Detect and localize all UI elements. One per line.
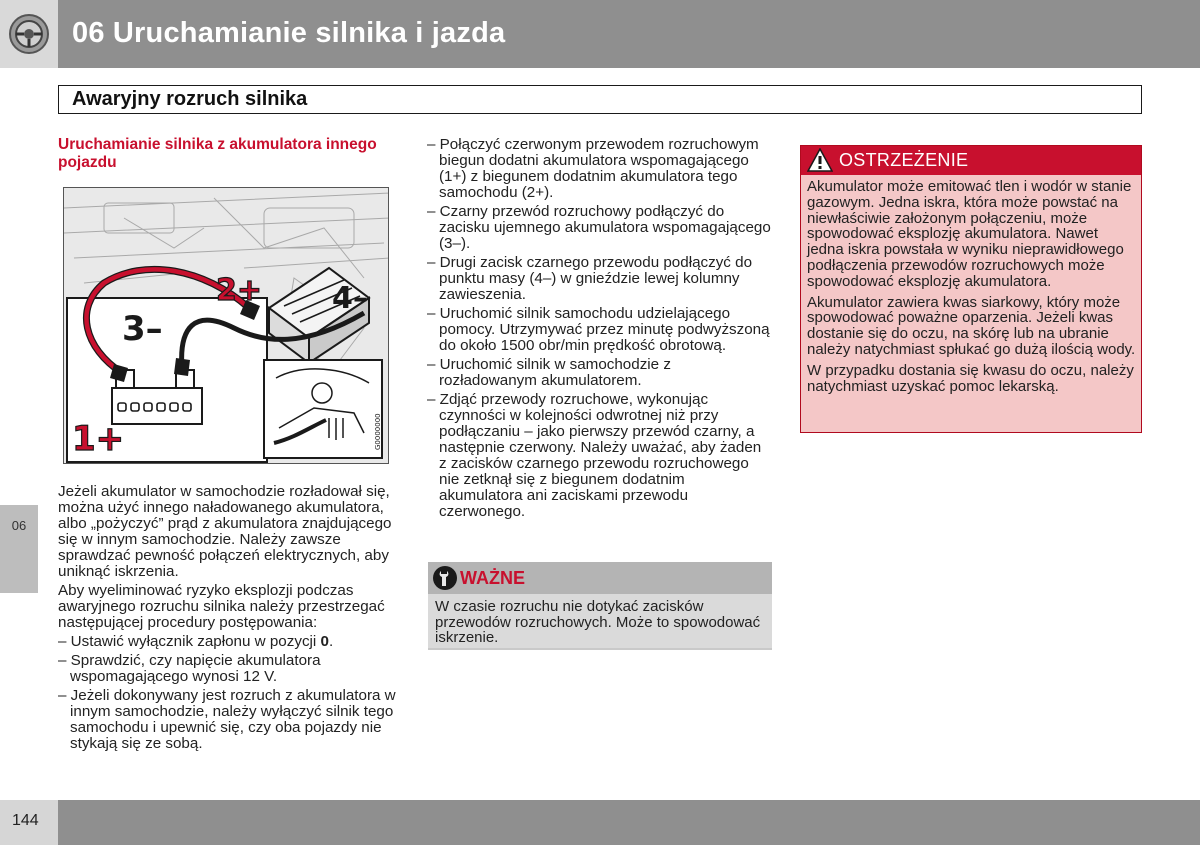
footer-bar: [58, 800, 1200, 845]
important-note-title: WAŻNE: [460, 568, 525, 588]
figure-code: G0000000: [374, 413, 382, 450]
jump-start-illustration: [63, 187, 389, 464]
jump-start-diagram: [64, 188, 389, 464]
step-ignition-zero: [58, 634, 398, 650]
column-middle: [427, 137, 772, 523]
procedure-intro: Aby wyeliminować ryzyko eksplozji podczas awaryjnego rozruchu silnika należy przestrzegać następującej procedury postępowania:: [58, 582, 385, 631]
chapter-tab-label: 06: [11, 518, 27, 533]
label-negative-4: 4–: [332, 281, 368, 316]
warning-paragraph-eyes: W przypadku dostania się kwasu do oczu, należy natychmiast uzyskać pomoc lekarską.: [807, 361, 1134, 395]
section-title: Awaryjny rozruch silnika: [72, 88, 308, 110]
warning-paragraph-gas: Akumulator może emitować tlen i wodór w stanie gazowym. Jedna iskra, która może powstać na niewłaściwie założonym połączeniu, może spowodować eksplozję akumulatora. Nawet jedna iskra powstała w wyniku nieprawidłowego podłączenia przewodów rozruchowych może spowodować eksplozję akumulatora.: [807, 178, 1132, 290]
step-connect-red: – Połączyć czerwonym przewodem rozruchowym biegun dodatni akumulatora wspomagającego (1+) z biegunem dodatnim akumulatora tego samochodu (2+).: [427, 136, 759, 201]
step-ignition-end: .: [328, 633, 334, 650]
step-connect-ground: – Drugi zacisk czarnego przewodu podłączyć do punktu masy (4–) w gnieździe lewej kolumny zawieszenia.: [427, 254, 753, 303]
ignition-position: 0: [320, 633, 329, 650]
warning-box: [800, 145, 1142, 433]
section-title-box: [58, 85, 1142, 114]
step-start-vehicle: – Uruchomić silnik w samochodzie z rozładowanym akumulatorem.: [427, 356, 671, 389]
column-left: [58, 484, 398, 755]
warning-triangle-icon: [807, 148, 833, 172]
label-negative-3: 3–: [122, 309, 163, 349]
step-connect-black: – Czarny przewód rozruchowy podłączyć do zacisku ujemnego akumulatora wspomagającego (3–).: [427, 203, 771, 252]
warning-title: OSTRZEŻENIE: [839, 150, 969, 170]
label-positive-1: 1+: [72, 419, 125, 459]
warning-header: [801, 146, 1141, 175]
step-remove-cables: – Zdjąć przewody rozruchowe, wykonując czynności w kolejności odwrotnej niż przy podłączaniu – jako pierwszy przewód czarny, a następnie czerwony. Należy uważać, aby żaden z zacisków czarnego przewodu rozruchowego nie zetknął się z biegunem dodatnim akumulatora ani zaciskami przewodu czerwonego.: [427, 391, 762, 520]
step-ignition-text: – Ustawić wyłącznik zapłonu w pozycji: [58, 633, 321, 650]
intro-paragraph: Jeżeli akumulator w samochodzie rozładował się, można użyć innego naładowanego akumulatora, albo „pożyczyć” prąd z akumulatora znajdującego się w innym samochodzie. Należy zawsze sprawdzać pewność połączeń elektrycznych, aby uniknąć iskrzenia.: [58, 483, 392, 580]
page-number: 144: [12, 812, 39, 829]
important-note-header: [428, 562, 772, 594]
brand-logo: [0, 0, 58, 68]
chapter-title: 06 Uruchamianie silnika i jazda: [72, 17, 506, 49]
subsection-title: Uruchamianie silnika z akumulatora innego pojazdu: [58, 136, 377, 171]
chapter-side-tab: [0, 505, 38, 593]
wrench-icon: [432, 565, 458, 591]
warning-body: [807, 179, 1137, 399]
warning-paragraph-acid: Akumulator zawiera kwas siarkowy, który może spowodować poważne oparzenia. Jeżeli kwas dostanie się do oczu, na skórę lub na ubranie należy natychmiast spłukać go dużą ilością wody.: [807, 293, 1136, 358]
important-note-box: [428, 562, 772, 650]
label-positive-2: 2+: [216, 273, 263, 308]
step-check-voltage: – Sprawdzić, czy napięcie akumulatora wspomagającego wynosi 12 V.: [58, 652, 321, 685]
important-note-text: W czasie rozruchu nie dotykać zacisków przewodów rozruchowych. Może to spowodować iskrzenie.: [435, 598, 761, 646]
steering-wheel-logo-icon: [7, 12, 51, 56]
step-start-donor: – Uruchomić silnik samochodu udzielającego pomocy. Utrzymywać przez minutę podwyższoną do około 1500 obr/min prędkość obrotową.: [427, 305, 770, 354]
step-stop-donor-engine: – Jeżeli dokonywany jest rozruch z akumulatora w innym samochodzie, należy wyłączyć silnik tego samochodu i upewnić się, czy oba pojazdy nie stykają się ze sobą.: [58, 687, 396, 752]
